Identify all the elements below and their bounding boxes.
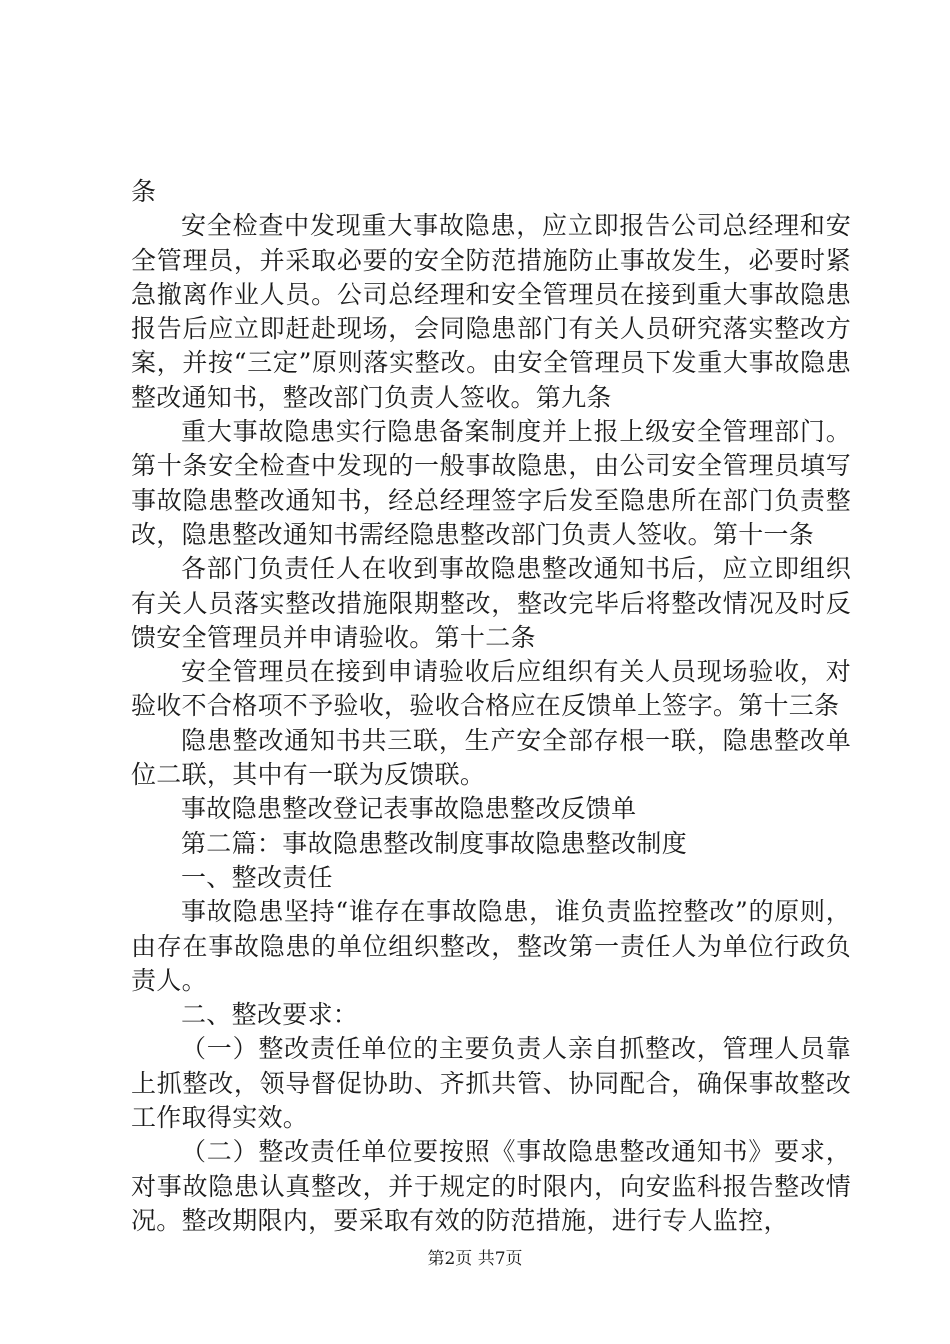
paragraph-2: 重大事故隐患实行隐患备案制度并上报上级安全管理部门。第十条安全检查中发现的一般事故隐患，由公司安全管理员填写事故隐患整改通知书，经总经理签字后发至隐患所在部门负责整改，隐患整改通知书需经隐患整改部门负责人签收。第十一条 <box>131 417 851 549</box>
subheading-responsibility: 一、整改责任 <box>181 862 333 892</box>
page-footer <box>0 1244 950 1269</box>
paragraph-11: （一）整改责任单位的主要负责人亲自抓整改，管理人员靠上抓整改，领导督促协助、齐抓共管、协同配合，确保事故整改工作取得实效。 <box>131 1034 851 1133</box>
page-number-label: 第2页 共7页 <box>427 1249 523 1269</box>
paragraph-9: 事故隐患坚持“谁存在事故隐患，谁负责监控整改”的原则，由存在事故隐患的单位组织整改，整改第一责任人为单位行政负责人。 <box>131 897 851 995</box>
subheading-requirements: 二、整改要求： <box>181 1000 359 1030</box>
paragraph-6: 事故隐患整改登记表事故隐患整改反馈单 <box>181 794 637 824</box>
paragraph-12: （二）整改责任单位要按照《事故隐患整改通知书》要求，对事故隐患认真整改，并于规定的时限内，向安监科报告整改情况。整改期限内，要采取有效的防范措施，进行专人监控， <box>131 1137 851 1235</box>
paragraph-1: 安全检查中发现重大事故隐患，应立即报告公司总经理和安全管理员，并采取必要的安全防范措施防止事故发生，必要时紧急撤离作业人员。公司总经理和安全管理员在接到重大事故隐患报告后应立即赶赴现场，会同隐患部门有关人员研究落实整改方案，并按“三定”原则落实整改。由安全管理员下发重大事故隐患整改通知书，整改部门负责人签收。第九条 <box>131 211 851 412</box>
paragraph-4: 安全管理员在接到申请验收后应组织有关人员现场验收，对验收不合格项不予验收，验收合格应在反馈单上签字。第十三条 <box>131 657 851 721</box>
document-body <box>131 175 851 1238</box>
paragraph-0: 条 <box>131 177 157 206</box>
paragraph-5: 隐患整改通知书共三联，生产安全部存根一联，隐患整改单位二联，其中有一联为反馈联。 <box>131 725 851 790</box>
section-heading-2: 第二篇：事故隐患整改制度事故隐患整改制度 <box>181 828 688 858</box>
paragraph-3: 各部门负责任人在收到事故隐患整改通知书后，应立即组织有关人员落实整改措施限期整改，整改完毕后将整改情况及时反馈安全管理员并申请验收。第十二条 <box>131 554 851 652</box>
